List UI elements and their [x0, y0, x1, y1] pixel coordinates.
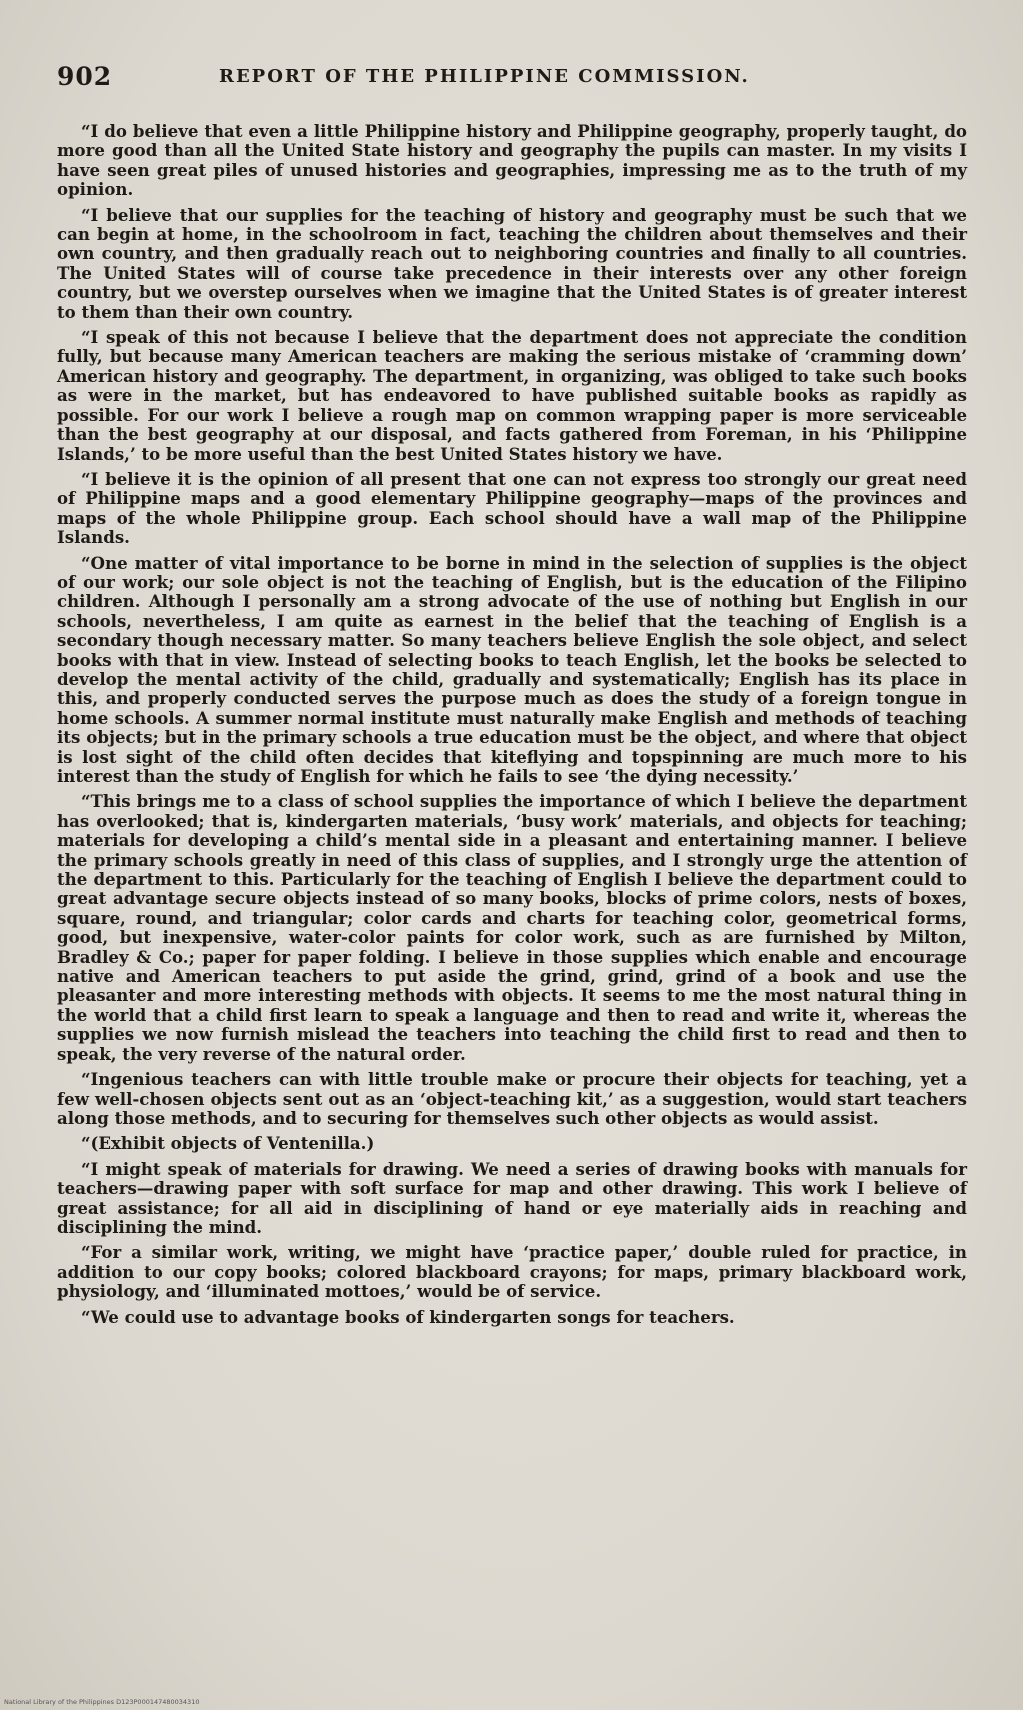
page-header — [57, 62, 977, 94]
scan-credit: National Library of the Philippines D123P000147480034310 — [4, 1698, 200, 1706]
paragraph-object-teaching-kit: “Ingenious teachers can with little trouble make or procure their objects for teaching, yet a few well-chosen objects sent out as an ‘object-teaching kit,’ as a suggestion, would start teachers along those methods, and to securing for themselves such other objects as would assist. — [57, 1069, 967, 1128]
paragraph-drawing-materials: “I might speak of materials for drawing. We need a series of drawing books with manuals for teachers—drawing paper with soft surface for map and other drawing. This work I believe of great assistance; for all aid in disciplining of hand or eye materially aids in reaching and disciplining the mind. — [57, 1158, 967, 1237]
page-number: 902 — [57, 62, 113, 91]
paragraph-kindergarten-materials: “This brings me to a class of school supplies the importance of which I believe the department has overlooked; that is, kindergarten materials, ‘busy work’ materials, and objects for teaching; materials for developing a child’s mental side in a pleasant and entertaining manner. I believe the primary schools greatly in need of this class of supplies, and I strongly urge the attention of the department to this. Particularly for the teaching of English I believe the department could to great advantage secure objects instead of so many books, blocks of prime colors, nests of boxes, square, round, and triangular; color cards and charts for teaching color, geometrical forms, good, but inexpensive, water-color paints for color work, such as are furnished by Milton, Bradley & Co.; paper for paper folding. I believe in those supplies which enable and encourage native and American teachers to put aside the grind, grind, grind of a book and use the pleasanter and more interesting methods with objects. It seems to me the most natural thing in the world that a child first learn to speak a language and then to read and write it, whereas the supplies we now furnish mislead the teachers into teaching the child first to read and then to speak, the very reverse of the natural order. — [57, 791, 967, 1064]
paragraph-object-of-work: “One matter of vital importance to be borne in mind in the selection of supplies is the object of our work; our sole object is not the teaching of English, but is the education of the Filipino children. Although I personally am a strong advocate of the use of nothing but English in our schools, nevertheless, I am quite as earnest in the belief that the teaching of English is a secondary though necessary matter. So many teachers believe English the sole object, and select books with that in view. Instead of selecting books to teach English, let the books be selected to develop the mental activity of the child, gradually and systematically; English has its place in this, and properly conducted serves the purpose much as does the study of a foreign tongue in home schools. A summer normal institute must naturally make English and methods of teaching its objects; but in the primary schools a true education must be the object, and where that object is lost sight of the child often decides that kiteflying and topspinning are much more to his interest than the study of English for which he fails to see ‘the dying necessity.’ — [57, 552, 967, 786]
running-head: REPORT OF THE PHILIPPINE COMMISSION. — [219, 66, 750, 87]
paragraph-exhibit-note: “(Exhibit objects of Ventenilla.) — [81, 1133, 375, 1154]
paragraph-philippine-maps: “I believe it is the opinion of all present that one can not express too strongly our great need of Philippine maps and a good elementary Philippine geography—maps of the provinces and maps of the whole Philippine group. Each school should have a wall map of the Philippine Islands. — [57, 468, 967, 548]
paragraph-kindergarten-songs: “We could use to advantage books of kindergarten songs for teachers. — [81, 1306, 735, 1327]
body-text — [57, 122, 967, 1333]
paragraph-supplies-at-home: “I believe that our supplies for the teaching of history and geography must be such that we can begin at home, in the schoolroom in fact, teaching the children about themselves and their own country, and then gradually reach out to neighboring countries and finally to all countries. The United States will of course take precedence in their interests over any other foreign country, but we overstep ourselves when we imagine that the United States is of greater interest to them than their own country. — [57, 204, 967, 322]
paragraph-history-geography: “I do believe that even a little Philippine history and Philippine geography, properly taught, do more good than all the United State history and geography the pupils can master. In my visits I have seen great piles of unused histories and geographies, impressing me as to the truth of my opinion. — [57, 121, 967, 200]
paragraph-writing-materials: “For a similar work, writing, we might have ‘practice paper,’ double ruled for practice, in addition to our copy books; colored blackboard crayons; for maps, primary blackboard work, physiology, and ‘illuminated mottoes,’ would be of service. — [57, 1242, 967, 1302]
paragraph-cramming-down: “I speak of this not because I believe that the department does not appreciate the condition fully, but because many American teachers are making the serious mistake of ‘cramming down’ American history and geography. The department, in organizing, was obliged to take such books as were in the market, but has endeavored to have published suitable books as rapidly as possible. For our work I believe a rough map on common wrapping paper is more serviceable than the best geography at our disposal, and facts gathered from Foreman, in his ‘Philippine Islands,’ to be more useful than the best United States history we have. — [57, 327, 967, 464]
